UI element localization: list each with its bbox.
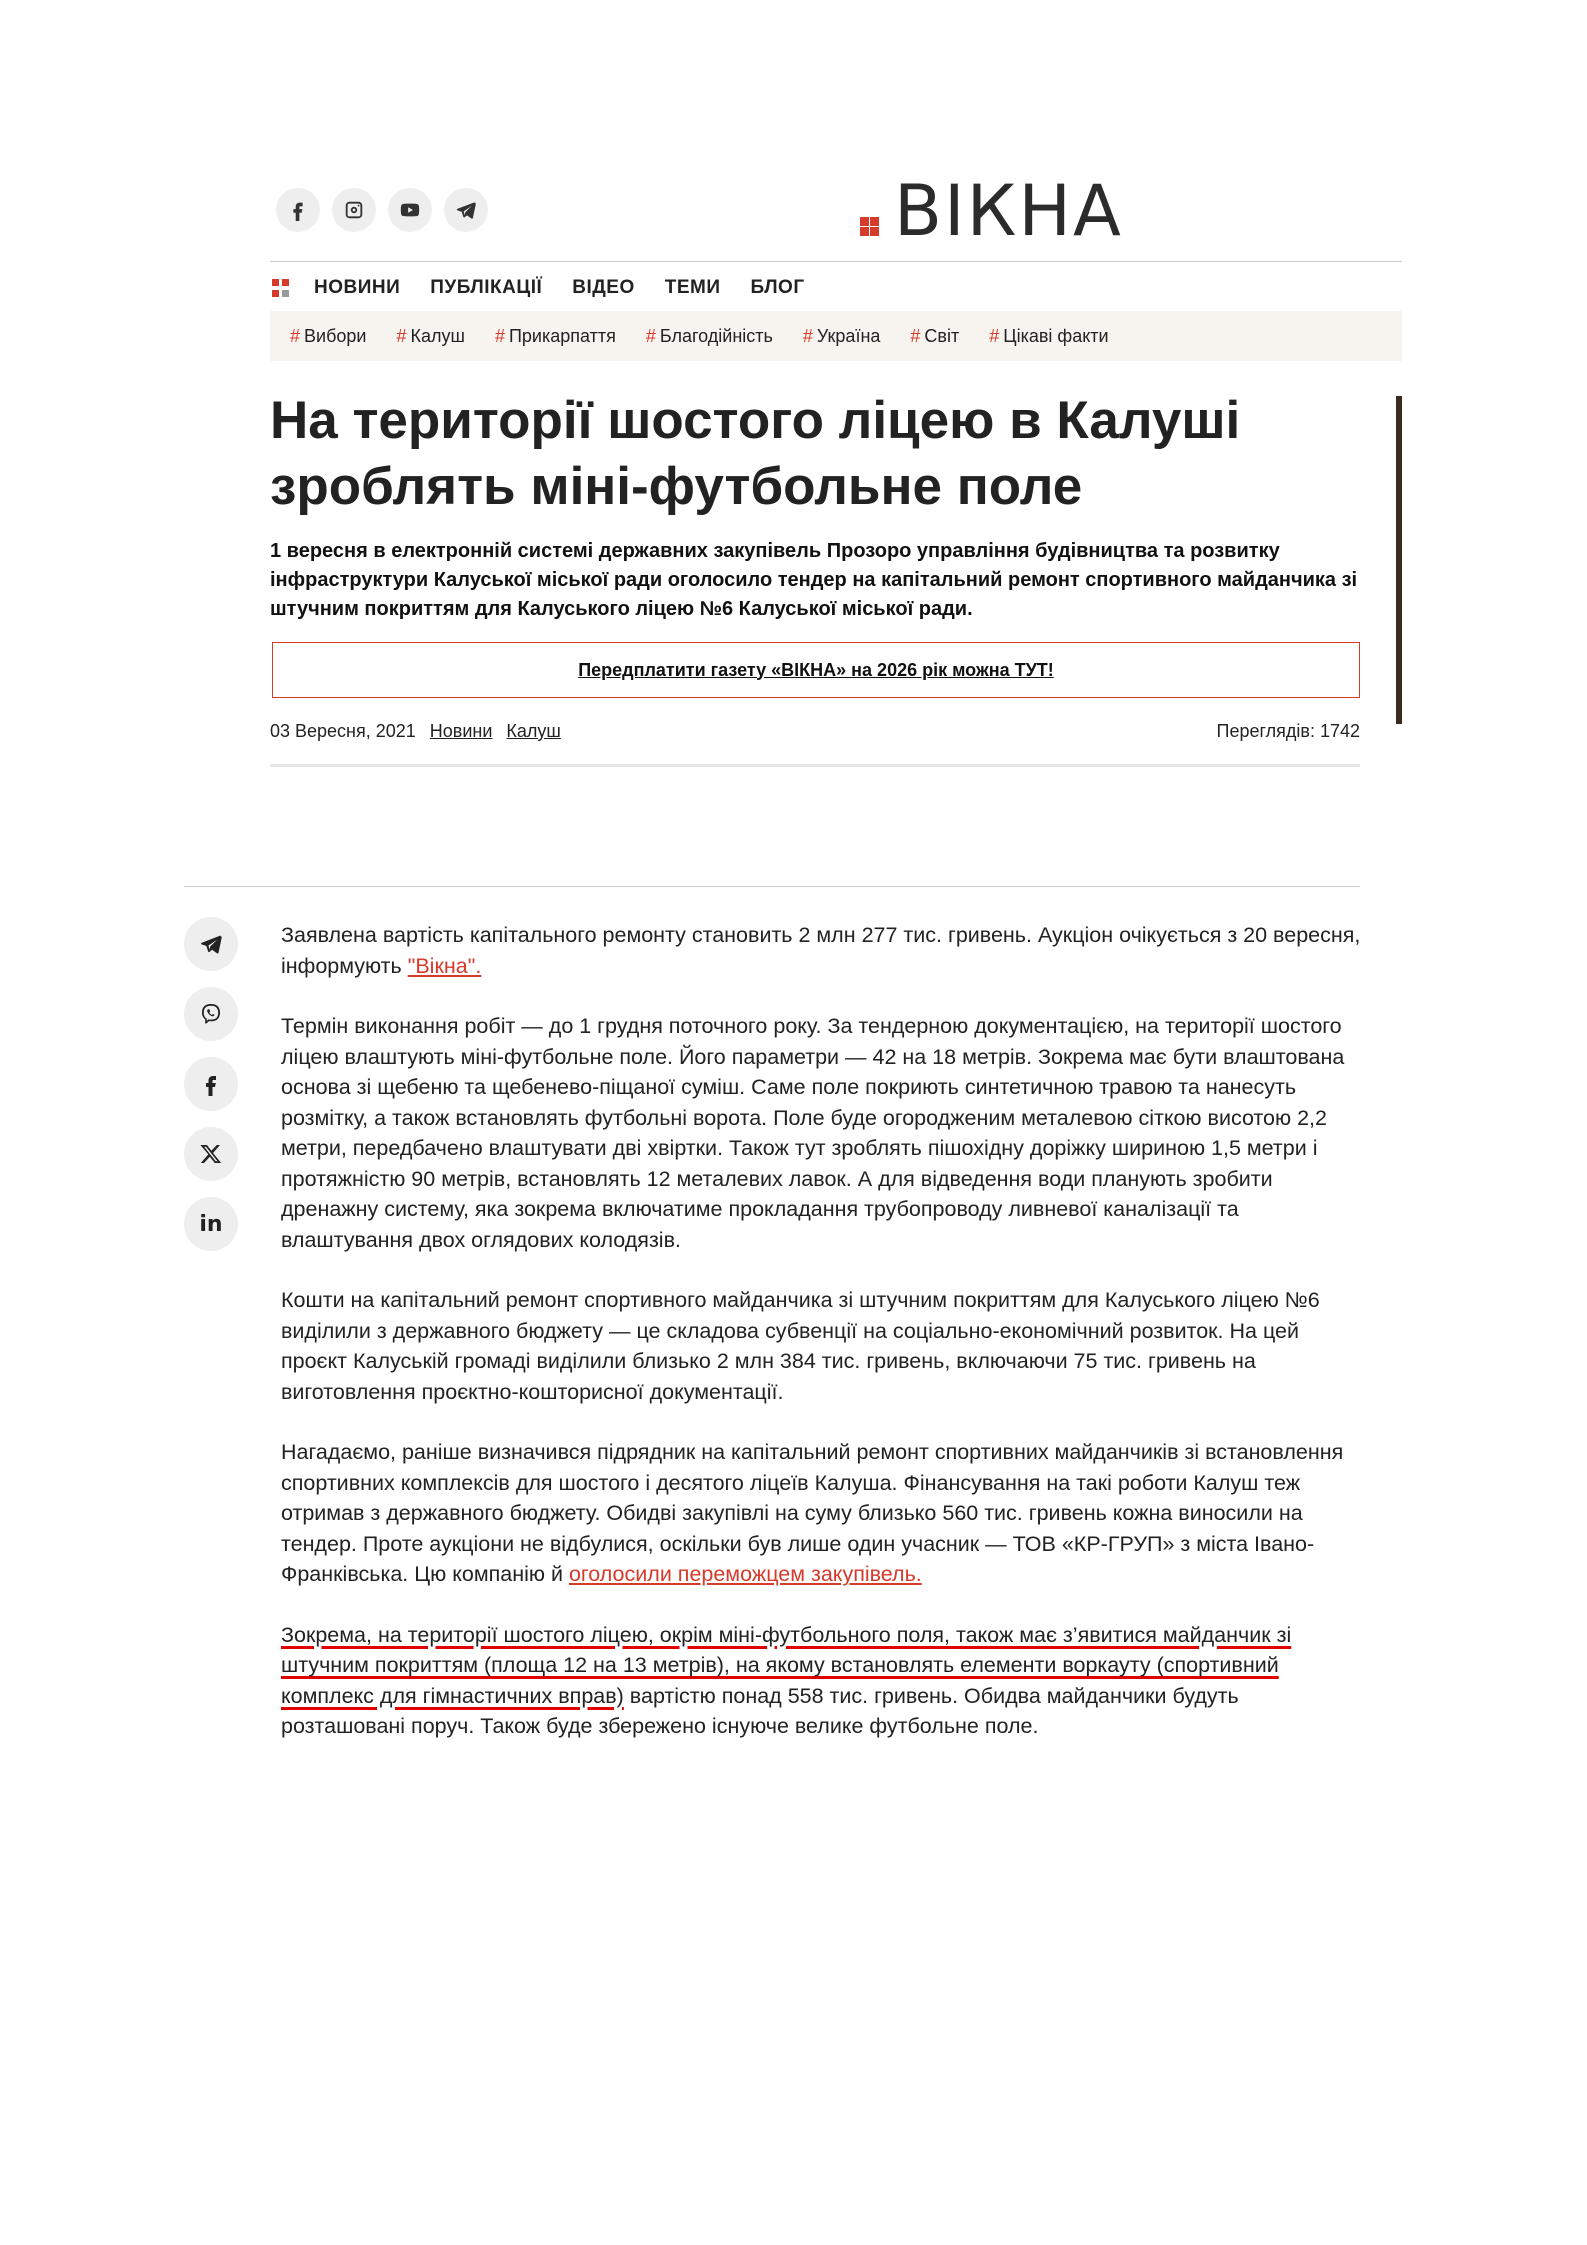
view-count: Переглядів: 1742 [1216, 721, 1360, 741]
source-link[interactable]: "Вікна". [407, 953, 482, 978]
hash-mark: # [802, 325, 813, 346]
main-nav [272, 274, 835, 302]
tag-kalush[interactable] [396, 326, 464, 347]
telegram-link[interactable] [444, 188, 488, 232]
tag-label: Світ [924, 325, 960, 346]
instagram-link[interactable] [332, 188, 376, 232]
logo-text: ВІКНА [894, 170, 1123, 252]
meta-divider [270, 764, 1360, 767]
body-paragraph: Кошти на капітальний ремонт спортивного майданчика зі штучним покриттям для Калуського ліцею №6 виділили з державного бюджету — це складова субвенції на соціально-економічний розвиток. На цей проєкт Калуській громаді виділили близько 2 млн 384 тис. гривень, включаючи 75 тис. гривень на виготовлення проєктно-кошторисної документації. [281, 1288, 1320, 1404]
facebook-icon [199, 1072, 223, 1096]
tag-elections[interactable] [290, 326, 366, 347]
instagram-icon [343, 199, 365, 221]
hash-mark: # [910, 325, 921, 346]
body-paragraph [281, 1620, 1366, 1742]
share-buttons [184, 917, 238, 1251]
logo-mark [860, 183, 888, 239]
site-logo[interactable] [860, 170, 1180, 252]
linkedin-icon: in [199, 1211, 223, 1237]
article-lead: 1 вересня в електронній системі державних закупівель Прозоро управління будівництва та розвитку інфраструктури Калуської міської ради оголосило тендер на капітальний ремонт спортивного майданчика зі штучним покриттям для Калуського ліцею №6 Калуської міської ради. [270, 540, 1358, 620]
header-divider [270, 261, 1402, 262]
paragraph-text: вартістю понад 558 тис. гривень. Обидва майданчики будуть розташовані поруч. Також буде збережено існуюче велике футбольне поле. [281, 1683, 1239, 1738]
tag-ukraine[interactable] [803, 326, 881, 347]
winner-announcement-link[interactable]: оголосили переможцем закупівель. [568, 1562, 922, 1586]
hash-mark: # [645, 325, 656, 346]
hash-mark: # [494, 325, 505, 346]
facebook-link[interactable] [276, 188, 320, 232]
article-title: На території шостого ліцею в Калуші зроблять міні-футбольне поле [270, 391, 1241, 516]
facebook-icon [287, 199, 309, 221]
nav-item-publications[interactable]: ПУБЛІКАЦІЇ [430, 277, 543, 298]
body-paragraph: Термін виконання робіт — до 1 грудня поточного року. За тендерною документацією, на території шостого ліцею влаштують міні-футбольне поле. Його параметри — 42 на 18 метрів. Зокрема має бути влаштована основа зі щебеню та щебенево-піщаної суміш. Саме поле покриють синтетичною травою та нанесуть розмітку, а також встановлять футбольні ворота. Поле буде огородженим металевою сіткою висотою 2,2 метри, передбачено влаштувати дві хвіртки. Також тут зроблять пішохідну доріжку шириною 1,5 метри і протяжністю 90 метрів, встановлять 12 металевих лавок. А для відведення води планують зробити дренажну систему, яка зокрема включатиме прокладання трубопроводу ливневої каналізації та влаштування двох оглядових колодязів. [281, 1014, 1345, 1252]
highlighted-text: Зокрема, на території шостого ліцею, окрім міні-футбольного поля, також має з’явитися майданчик зі штучним покриттям (площа 12 на 13 метрів), на якому встановлять елементи воркауту (спортивний комплекс для гімнастичних вправ) [281, 1622, 1292, 1708]
content-divider [184, 886, 1360, 887]
tag-label: Україна [816, 325, 881, 346]
paragraph-text: Заявлена вартість капітального ремонту становить 2 млн 277 тис. гривень. Аукціон очікується з 20 вересня, інформують [281, 923, 1361, 978]
body-paragraph [281, 1437, 1366, 1590]
telegram-icon [455, 199, 477, 221]
header-social-links [276, 188, 488, 232]
category-link[interactable]: Новини [429, 721, 493, 741]
menu-grid-icon[interactable] [272, 279, 290, 297]
tag-prykarpattia[interactable] [495, 326, 616, 347]
article-date: 03 Вересня, 2021 [270, 721, 416, 741]
youtube-link[interactable] [388, 188, 432, 232]
tag-link[interactable]: Калуш [506, 721, 561, 741]
tag-label: Калуш [410, 325, 465, 346]
nav-item-video[interactable]: ВІДЕО [572, 277, 635, 298]
tag-label: Цікаві факти [1003, 325, 1109, 346]
nav-item-topics[interactable]: ТЕМИ [664, 277, 721, 298]
tag-interesting-facts[interactable] [989, 326, 1108, 347]
nav-item-news[interactable]: НОВИНИ [314, 277, 401, 298]
share-x-button[interactable] [184, 1127, 238, 1181]
tag-label: Прикарпаття [508, 325, 616, 346]
side-image-edge [1396, 396, 1402, 724]
viber-icon [199, 1002, 223, 1026]
share-linkedin-button[interactable] [184, 1197, 238, 1251]
subscribe-banner [272, 642, 1360, 698]
hash-mark: # [290, 325, 301, 346]
share-viber-button[interactable] [184, 987, 238, 1041]
share-facebook-button[interactable] [184, 1057, 238, 1111]
body-paragraph [281, 920, 1366, 981]
youtube-icon [399, 199, 421, 221]
tag-label: Вибори [304, 325, 367, 346]
hash-mark: # [989, 325, 1000, 346]
tag-charity[interactable] [646, 326, 773, 347]
subscribe-link[interactable]: Передплатити газету «ВІКНА» на 2026 рік можна ТУТ! [578, 659, 1054, 680]
tag-world[interactable] [910, 326, 959, 347]
x-icon [199, 1142, 223, 1166]
article-meta [270, 721, 561, 742]
article-body [281, 920, 1366, 1772]
hash-mark: # [396, 325, 407, 346]
paragraph-text: Нагадаємо, раніше визначився підрядник на капітальний ремонт спортивних майданчиків зі встановлення спортивних комплексів для шостого і десятого ліцеїв Калуша. Фінансування на такі роботи Калуш теж отримав з державного бюджету. Обидві закупівлі на суму близько 560 тис. гривень кожна виносили на тендер. Проте аукціони не відбулися, оскільки був лише один учасник — ТОВ «КР-ГРУП» з міста Івано-Франківська. Цю компанію й [281, 1440, 1344, 1586]
share-telegram-button[interactable] [184, 917, 238, 971]
tags-bar [270, 311, 1402, 361]
tag-label: Благодійність [659, 325, 773, 346]
telegram-icon [199, 932, 223, 956]
nav-item-blog[interactable]: БЛОГ [750, 277, 805, 298]
